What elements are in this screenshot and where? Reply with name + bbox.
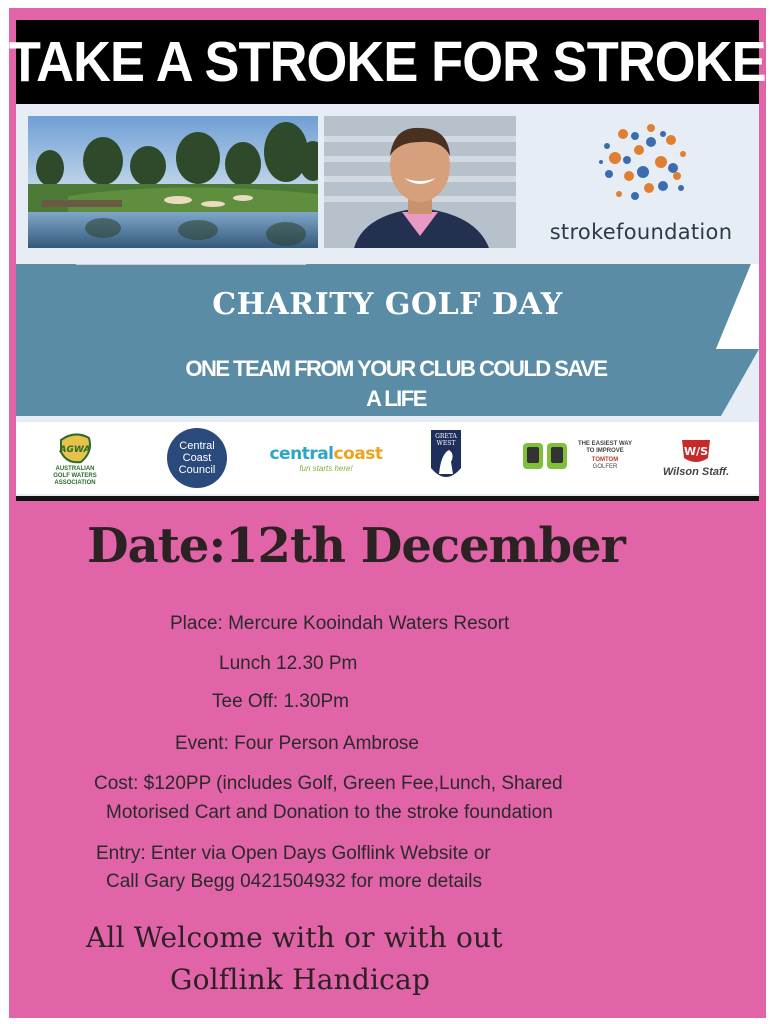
central-coast-tourism-logo: centralcoast fun starts here! <box>269 443 383 473</box>
svg-text:GRETA: GRETA <box>435 433 457 440</box>
presenter-photo <box>324 116 516 248</box>
tagline-line-2: A LIFE <box>366 386 426 411</box>
tee-off-line: Tee Off: 1.30Pm <box>212 691 349 712</box>
place-line: Place: Mercure Kooindah Waters Resort <box>170 613 510 634</box>
tagline <box>126 354 666 414</box>
svg-text:WEST: WEST <box>436 440 456 447</box>
flyer-title: TAKE A STROKE FOR STROKE <box>9 30 766 94</box>
event-heading: CHARITY GOLF DAY <box>212 287 563 322</box>
stroke-foundation-wordmark: strokefoundation <box>549 220 733 244</box>
entry-line-2: Call Gary Begg 0421504932 for more details <box>106 871 483 892</box>
welcome-line-2: Golflink Handicap <box>170 963 431 996</box>
welcome-line-1: All Welcome with or with out <box>86 921 503 954</box>
page-margin-right <box>766 0 776 1024</box>
lunch-line: Lunch 12.30 Pm <box>219 653 358 674</box>
tomtom-golfer-logo <box>521 422 641 494</box>
wilson-staff-logo: W/S Wilson Staff. <box>656 422 736 494</box>
agwa-logo: AGWA AUSTRALIAN GOLF WATERS ASSOCIATION <box>38 422 112 494</box>
stroke-foundation-logo <box>531 114 751 254</box>
svg-text:TOMTOM: TOMTOM <box>591 457 619 463</box>
golf-course-photo <box>28 116 318 248</box>
svg-text:AGWA: AGWA <box>59 444 91 455</box>
svg-text:GOLFER: GOLFER <box>592 464 618 470</box>
event-date: Date:12th December <box>87 518 625 574</box>
svg-text:TO IMPROVE: TO IMPROVE <box>586 448 624 454</box>
cost-line-2: Motorised Cart and Donation to the stroke foundation <box>106 802 553 823</box>
page-margin-bottom <box>0 1018 776 1024</box>
tagline-line-1: ONE TEAM FROM YOUR CLUB COULD SAVE <box>185 356 607 381</box>
central-coast-council-logo: Central Coast Council <box>166 422 228 494</box>
sponsor-logo-strip <box>16 422 759 494</box>
event-format-line: Event: Four Person Ambrose <box>175 733 419 754</box>
title-bar <box>9 20 766 104</box>
svg-text:W/S: W/S <box>683 445 709 458</box>
banner-divider <box>16 496 759 501</box>
cost-line-1: Cost: $120PP (includes Golf, Green Fee,Lunch, Shared <box>94 773 563 794</box>
greta-west-logo <box>426 422 466 494</box>
page-margin-top <box>0 0 776 8</box>
svg-text:THE EASIEST WAY: THE EASIEST WAY <box>577 441 633 447</box>
page-margin-left <box>0 0 9 1024</box>
entry-line-1: Entry: Enter via Open Days Golflink Website or <box>96 843 491 864</box>
banner <box>16 104 759 496</box>
